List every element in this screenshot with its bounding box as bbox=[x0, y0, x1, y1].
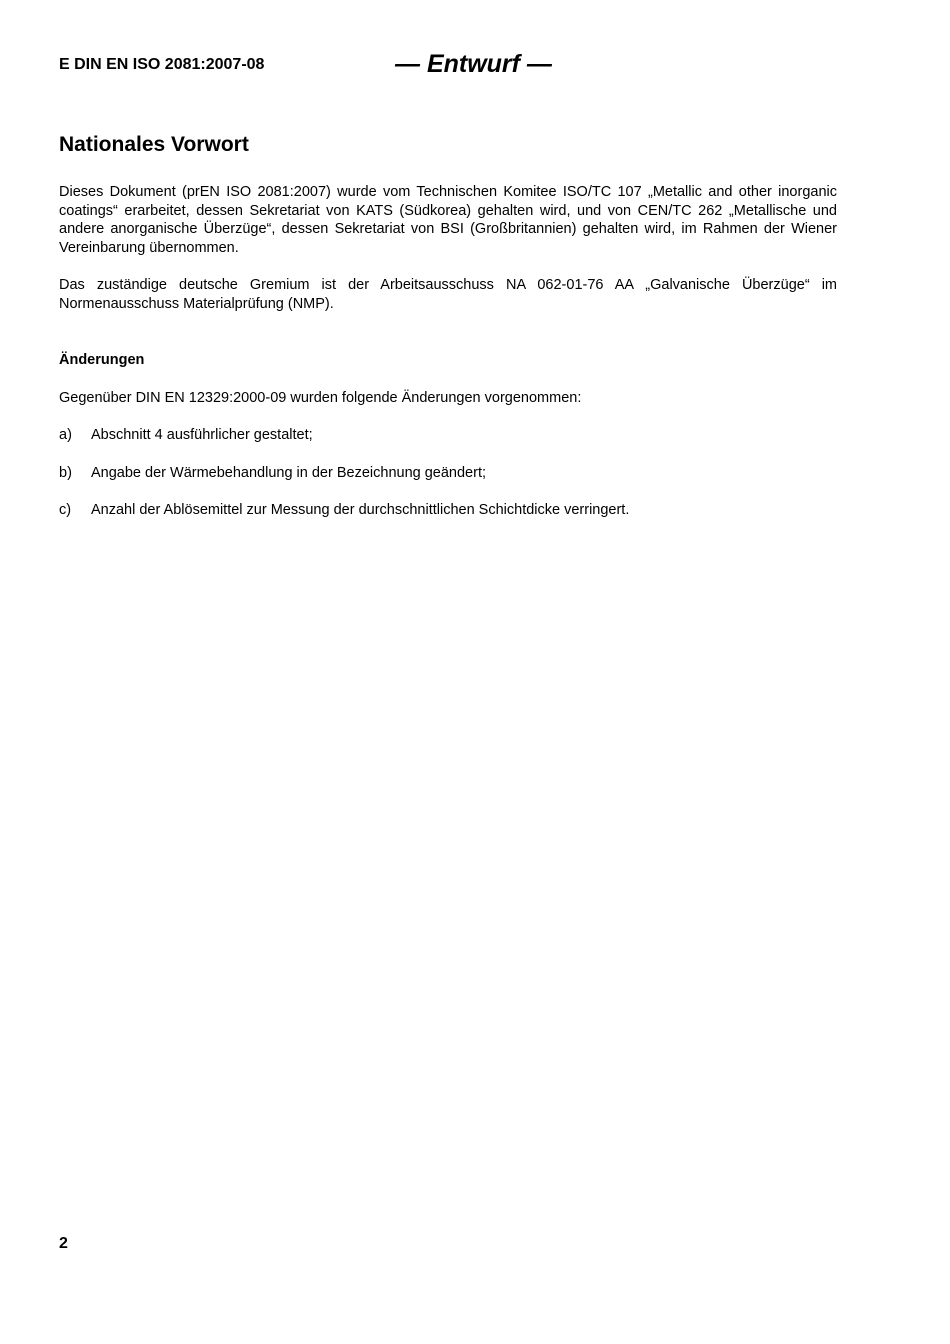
page-content bbox=[59, 132, 837, 539]
list-text: Abschnitt 4 ausführlicher gestaltet; bbox=[91, 427, 313, 443]
foreword-paragraph-2: Das zuständige deutsche Gremium ist der Arbeitsausschuss NA 062-01-76 AA „Galvanische Überzüge“ im Normenausschuss Materialprüfung (NMP). bbox=[59, 277, 837, 312]
foreword-paragraph-1: Dieses Dokument (prEN ISO 2081:2007) wurde vom Technischen Komitee ISO/TC 107 „Metallic and other inorganic coatings“ erarbeitet, dessen Sekretariat von KATS (Südkorea) gehalten wird, und von CEN/TC 262 „Metallische und andere anorganische Überzüge“, dessen Sekretariat von BSI (Großbritannien) gehalten wird, im Rahmen der Wiener Vereinbarung übernommen. bbox=[59, 184, 837, 256]
list-marker: a) bbox=[59, 427, 72, 443]
list-item bbox=[59, 464, 837, 483]
list-marker: c) bbox=[59, 502, 72, 518]
page-number: 2 bbox=[59, 1235, 68, 1252]
list-text: Angabe der Wärmebehandlung in der Bezeichnung geändert; bbox=[91, 464, 486, 481]
draft-label: — Entwurf — bbox=[395, 50, 552, 78]
list-item bbox=[59, 426, 837, 445]
document-id: E DIN EN ISO 2081:2007-08 bbox=[59, 56, 265, 73]
changes-list bbox=[59, 426, 837, 520]
list-text: Anzahl der Ablösemittel zur Messung der durchschnittlichen Schichtdicke verringert. bbox=[91, 502, 630, 518]
list-item bbox=[59, 501, 837, 520]
list-marker: b) bbox=[59, 464, 72, 481]
changes-heading: Änderungen bbox=[59, 352, 145, 368]
section-title: Nationales Vorwort bbox=[59, 133, 249, 156]
changes-intro: Gegenüber DIN EN 12329:2000-09 wurden folgende Änderungen vorgenommen: bbox=[59, 389, 582, 406]
